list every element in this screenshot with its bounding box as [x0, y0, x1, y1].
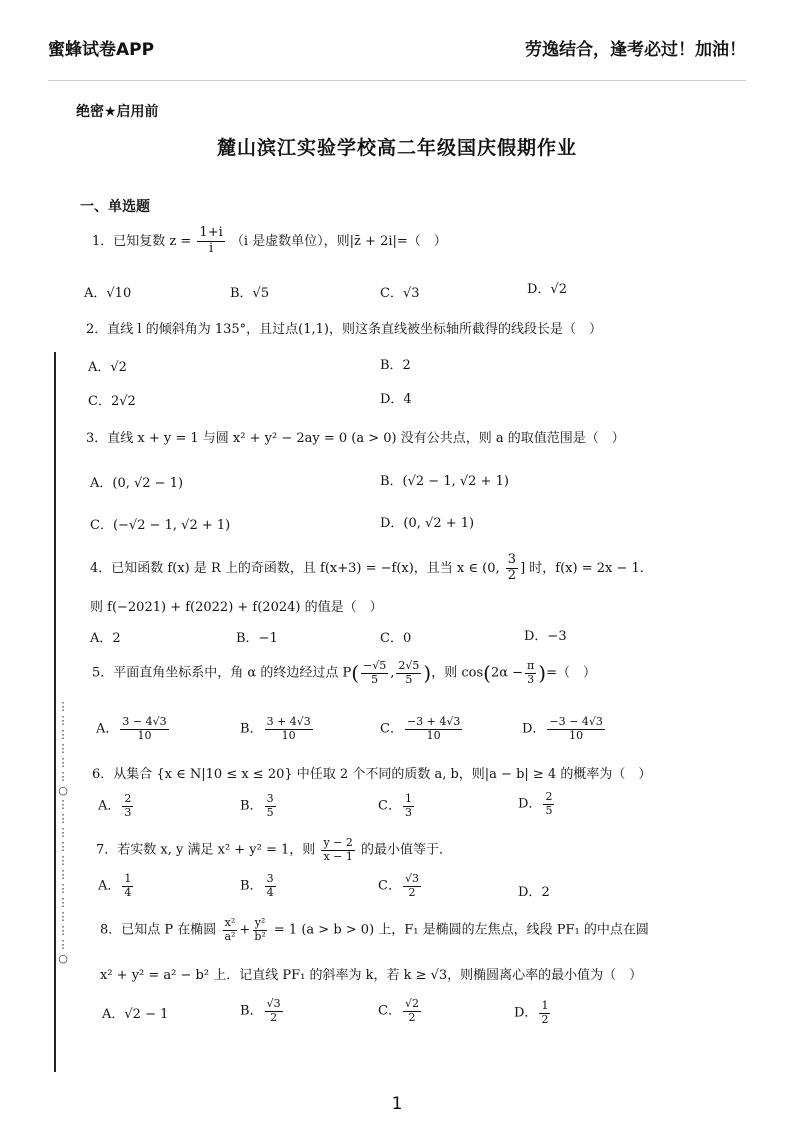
question-3: 3．直线 x + y = 1 与圆 x² + y² − 2ay = 0 (a > 0) 没有公共点，则 a 的取值范围是（ ）: [86, 431, 625, 446]
q4-option-b: B．−1: [236, 631, 278, 646]
q6-option-a: A． $\frac{2}{3}$: [98, 792, 132, 819]
fraction: $\frac{√3}{2}$: [266, 997, 281, 1024]
q4-option-d: D．−3: [524, 629, 567, 644]
question-1: 1．已知复数 z = $\frac{1+i}{i}$ （i 是虚数单位），则|z̄ + 2i|=（ ）: [92, 225, 447, 256]
fraction: $\frac{\text{x²}}{\text{a²}}$: [224, 916, 236, 943]
q1-option-a: A．√10: [84, 286, 132, 301]
q7-option-c: C． $\frac{√3}{2}$: [378, 872, 419, 899]
fraction: $\frac{y - 2}{x - 1}$: [323, 836, 353, 863]
q7-option-b: B． $\frac{3}{4}$: [240, 872, 274, 899]
q1-option-b: B．√5: [230, 286, 270, 301]
fraction: $\frac{-3 - 4√3}{10}$: [549, 715, 603, 742]
question-5: 5．平面直角坐标系中，角 α 的终边经过点 P( $\frac{-√5}{5}$ , $\frac{2√5}{5}$ )，则 cos(2α − $\frac{\pi}{3}$ )=（ ）: [92, 659, 596, 686]
q2-option-c: C．2√2: [88, 394, 136, 409]
q3-option-a: A．(0, √2 − 1): [90, 476, 184, 491]
q6-option-d: D． $\frac{2}{5}$: [518, 790, 553, 817]
q1-option-c: C．√3: [380, 286, 420, 301]
q8-option-b: B． $\frac{√3}{2}$: [240, 997, 281, 1024]
fraction: $\frac{-√5}{5}$: [363, 659, 387, 686]
question-2: 2．直线 l 的倾斜角为 135°，且过点(1,1)，则这条直线被坐标轴所截得的线段长是（ ）: [86, 322, 602, 337]
fraction: $\frac{1+i}{i}$: [199, 225, 223, 256]
q5-option-c: C． $\frac{-3 + 4√3}{10}$: [380, 715, 461, 742]
q5-option-a: A． $\frac{3 - 4√3}{10}$: [96, 715, 167, 742]
fraction: $\frac{1}{2}$: [541, 999, 549, 1026]
q4-option-a: A．2: [90, 631, 121, 646]
q8-option-d: D． $\frac{1}{2}$: [514, 999, 549, 1026]
fraction: $\frac{\pi}{3}$: [527, 659, 535, 686]
q3-option-b: B．(√2 − 1, √2 + 1): [380, 474, 509, 489]
fraction: $\frac{2}{5}$: [545, 790, 553, 817]
question-4-line-2: 则 f(−2021) + f(2022) + f(2024) 的值是（ ）: [90, 600, 383, 615]
q2-option-d: D．4: [380, 392, 412, 407]
header-app-name: 蜜蜂试卷APP: [48, 39, 155, 60]
fraction: $\frac{-3 + 4√3}{10}$: [406, 715, 461, 742]
section-heading: 一、单选题: [80, 199, 150, 215]
q8-option-c: C． $\frac{√2}{2}$: [378, 997, 419, 1024]
fraction: $\frac{√2}{2}$: [404, 997, 419, 1024]
fraction: $\frac{3 + 4√3}{10}$: [266, 715, 311, 742]
fraction: $\frac{3 - 4√3}{10}$: [122, 715, 167, 742]
q2-option-b: B．2: [380, 358, 411, 373]
question-8-line-2: x² + y² = a² − b² 上．记直线 PF₁ 的斜率为 k，若 k ≥ √3，则椭圆离心率的最小值为（ ）: [100, 968, 643, 983]
fraction: $\frac{\text{y²}}{\text{b²}}$: [254, 916, 266, 943]
q5-option-b: B． $\frac{3 + 4√3}{10}$: [240, 715, 311, 742]
fraction: $\frac{1}{4}$: [124, 872, 132, 899]
q8-option-a: A．√2 − 1: [102, 1007, 169, 1022]
fraction: $\frac{2√5}{5}$: [398, 659, 420, 686]
header-divider: [48, 80, 746, 81]
fraction: $\frac{3}{4}$: [266, 872, 274, 899]
q7-option-d: D．2: [518, 885, 550, 900]
page-header: [48, 30, 746, 64]
confidential-label: 绝密★启用前: [76, 104, 159, 120]
q2-option-a: A．√2: [88, 360, 127, 375]
q5-option-d: D． $\frac{-3 - 4√3}{10}$: [522, 715, 603, 742]
q3-option-d: D．(0, √2 + 1): [380, 516, 475, 531]
question-8: 8．已知点 P 在椭圆 $\frac{\text{x²}}{\text{a²}}$ + $\frac{\text{y²}}{\text{b²}}$ = 1 (a > b > 0) 上，F₁ 是椭圆的左焦点，线段 PF₁ 的中点在圆: [100, 916, 649, 943]
question-7: 7．若实数 x, y 满足 x² + y² = 1，则 $\frac{y - 2}{x - 1}$ 的最小值等于．: [96, 836, 453, 863]
fraction: $\frac{3}{5}$: [266, 792, 274, 819]
q6-option-b: B． $\frac{3}{5}$: [240, 792, 274, 819]
page-number: 1: [391, 1094, 403, 1114]
document-title: 麓山滨江实验学校高二年级国庆假期作业: [216, 137, 577, 159]
q3-option-c: C．(−√2 − 1, √2 + 1): [90, 518, 231, 533]
q7-option-a: A． $\frac{1}{4}$: [98, 872, 132, 899]
fraction: $\frac{3}{2}$: [507, 552, 517, 583]
q4-option-c: C．0: [380, 631, 412, 646]
fraction: $\frac{2}{3}$: [124, 792, 132, 819]
question-4: 4．已知函数 f(x) 是 R 上的奇函数，且 f(x+3) = −f(x)，且当 x ∈ (0, $\frac{3}{2}$ ] 时，f(x) = 2x − 1．: [90, 552, 653, 583]
q1-option-d: D．√2: [527, 282, 567, 297]
fraction: $\frac{1}{3}$: [404, 792, 412, 819]
binding-margin-marks: ⋮ ⋮ ⋮ ⋮ ⋮ ⋮ ○ ⋮ ⋮ ⋮ ⋮ ⋮ ⋮ ⋮ ⋮ ⋮ ⋮ ⋮ ○: [57, 700, 69, 965]
question-6: 6．从集合 {x ∈ N|10 ≤ x ≤ 20} 中任取 2 个不同的质数 a, b，则|a − b| ≥ 4 的概率为（ ）: [92, 767, 652, 782]
header-slogan: 劳逸结合，逢考必过！加油！: [525, 39, 746, 60]
fraction: $\frac{√3}{2}$: [404, 872, 419, 899]
q6-option-c: C． $\frac{1}{3}$: [378, 792, 412, 819]
